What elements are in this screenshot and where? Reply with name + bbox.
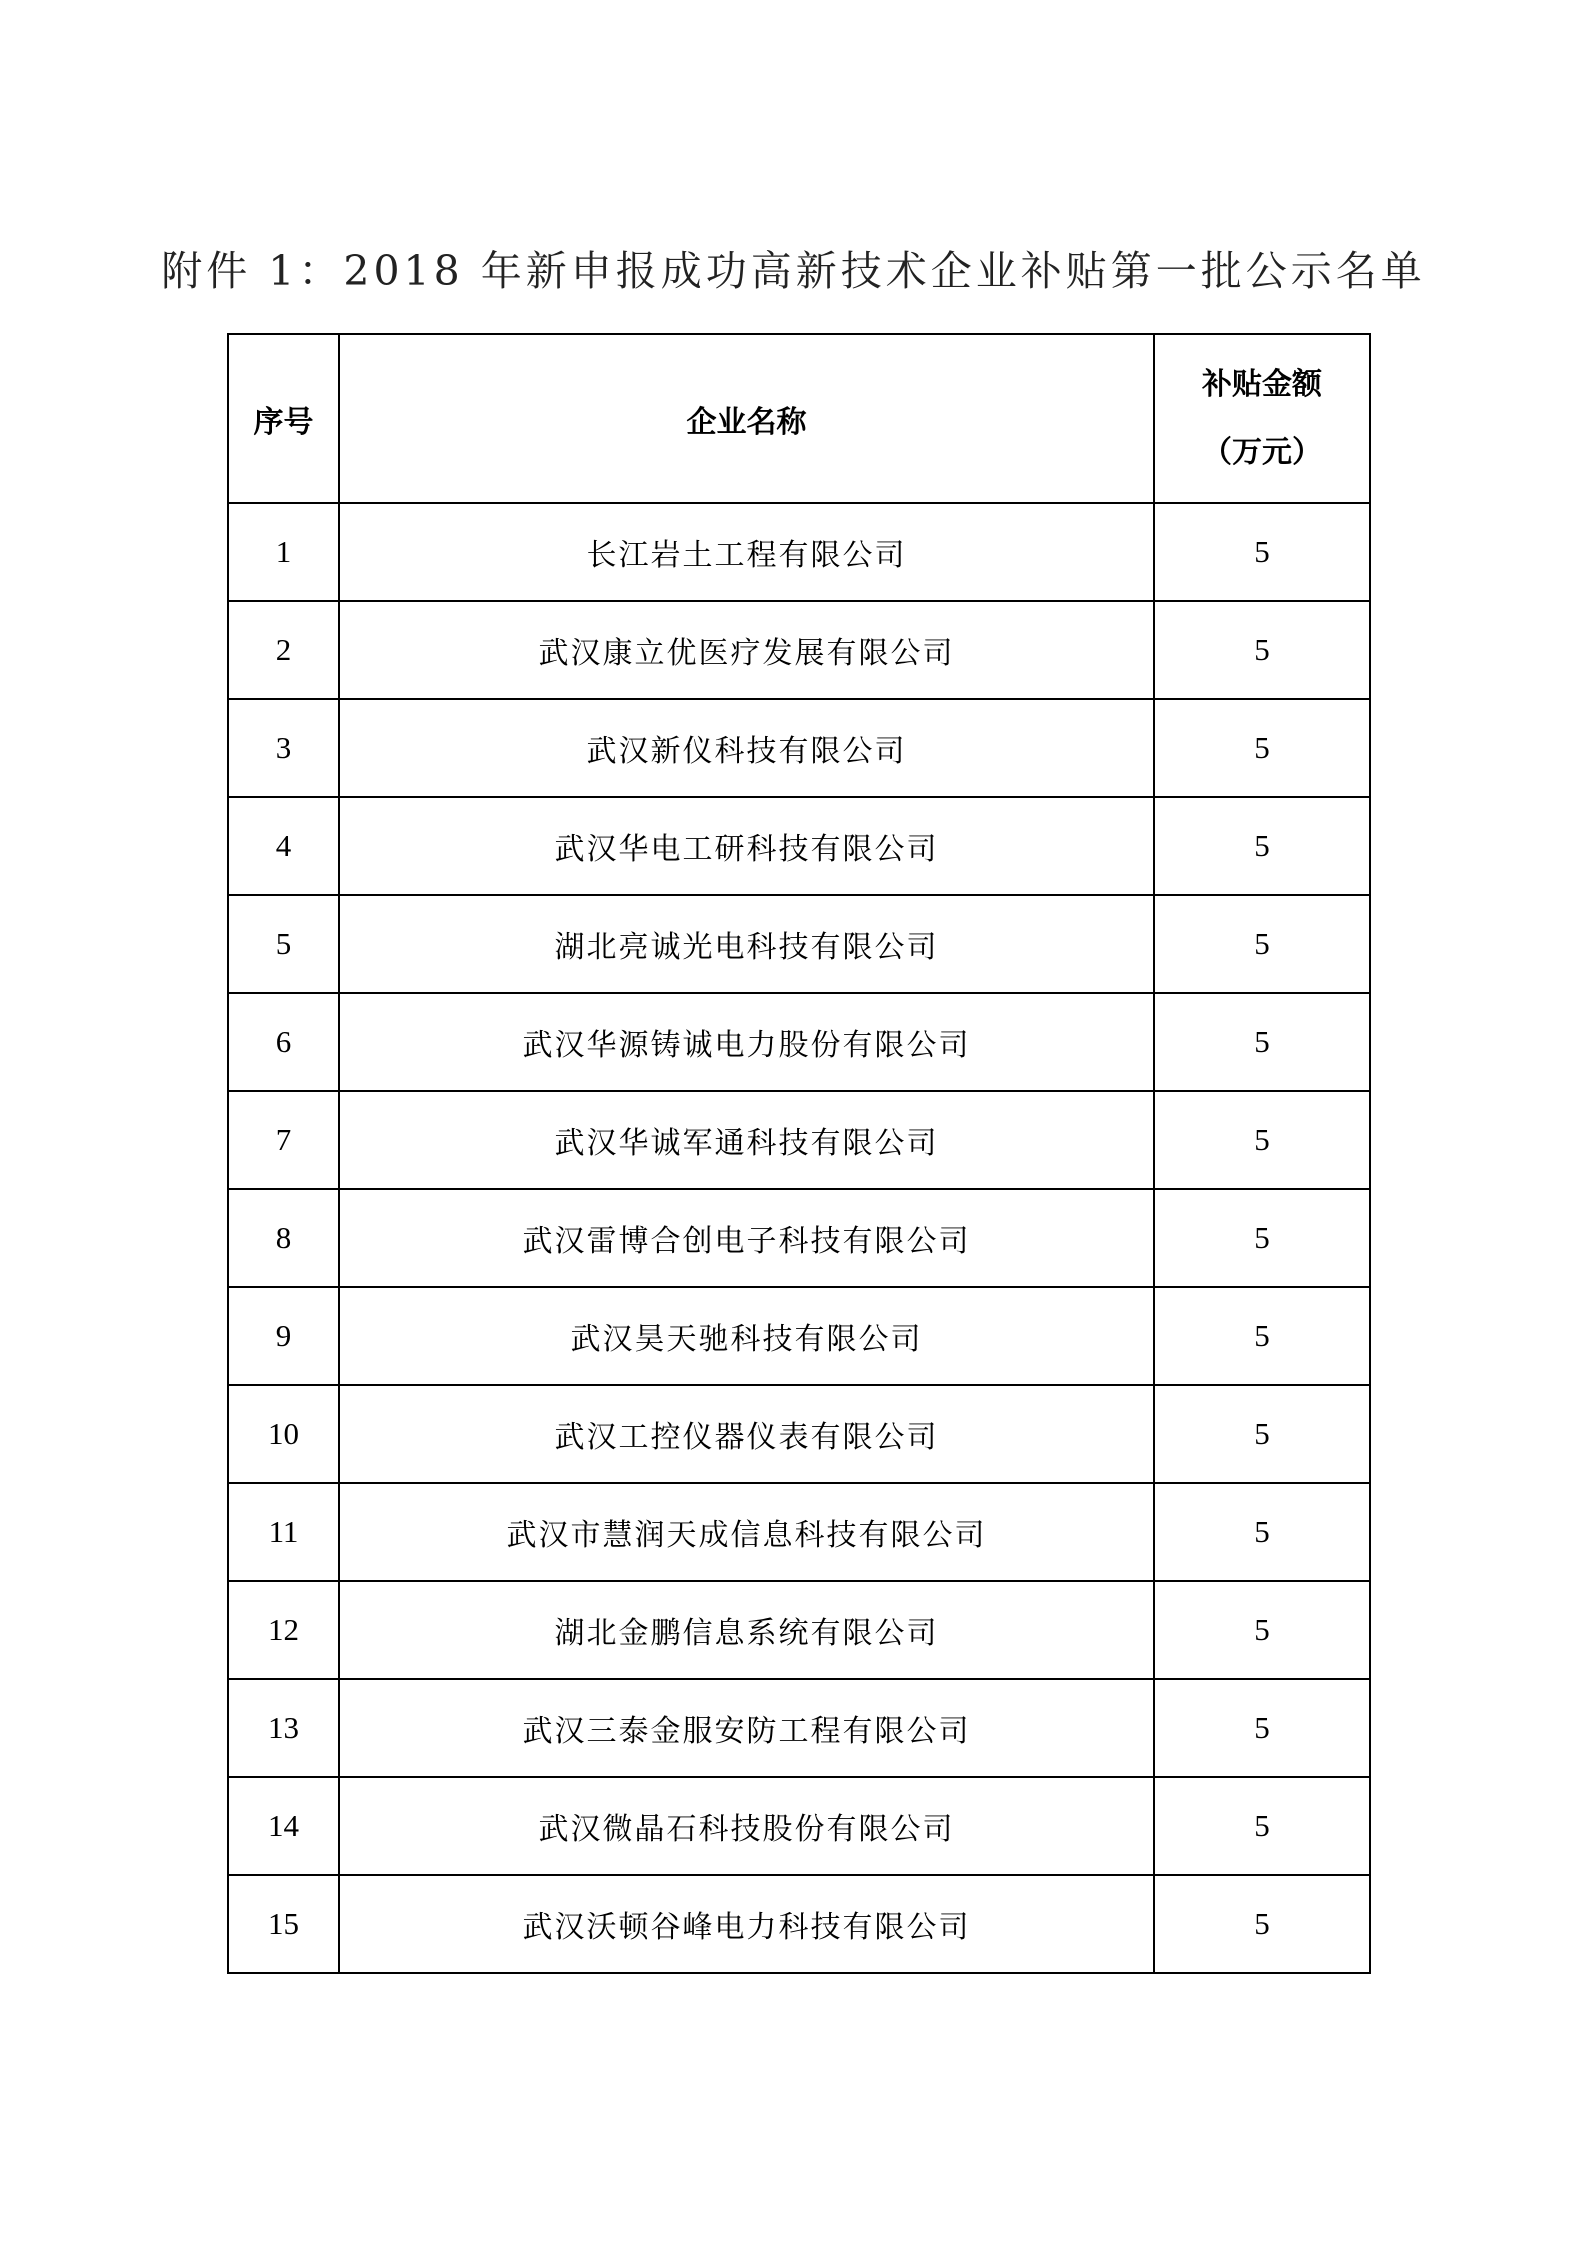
row-serial-number: 13 [228, 1679, 339, 1777]
table-row [228, 895, 1370, 993]
table-row [228, 1777, 1370, 1875]
row-company-name: 武汉康立优医疗发展有限公司 [339, 601, 1154, 699]
row-subsidy-amount: 5 [1154, 601, 1370, 699]
table-row [228, 1875, 1370, 1973]
header-amount-unit: （万元） [1202, 434, 1322, 470]
row-subsidy-amount: 5 [1154, 1581, 1370, 1679]
row-subsidy-amount: 5 [1154, 1777, 1370, 1875]
row-serial-number: 6 [228, 993, 339, 1091]
row-company-name: 长江岩土工程有限公司 [339, 503, 1154, 601]
table-row [228, 1189, 1370, 1287]
row-subsidy-amount: 5 [1154, 1875, 1370, 1973]
row-company-name: 武汉昊天驰科技有限公司 [339, 1287, 1154, 1385]
row-serial-number: 5 [228, 895, 339, 993]
table-row [228, 1581, 1370, 1679]
row-serial-number: 14 [228, 1777, 339, 1875]
row-subsidy-amount: 5 [1154, 1483, 1370, 1581]
table-row [228, 1091, 1370, 1189]
row-subsidy-amount: 5 [1154, 1091, 1370, 1189]
table-header-row [228, 334, 1370, 503]
row-serial-number: 2 [228, 601, 339, 699]
table-row [228, 993, 1370, 1091]
table-row [228, 1385, 1370, 1483]
row-subsidy-amount: 5 [1154, 699, 1370, 797]
row-serial-number: 15 [228, 1875, 339, 1973]
row-serial-number: 10 [228, 1385, 339, 1483]
header-company-name: 企业名称 [339, 334, 1154, 503]
row-company-name: 武汉华电工研科技有限公司 [339, 797, 1154, 895]
row-serial-number: 12 [228, 1581, 339, 1679]
row-serial-number: 9 [228, 1287, 339, 1385]
row-company-name: 武汉沃顿谷峰电力科技有限公司 [339, 1875, 1154, 1973]
row-company-name: 武汉华源铸诚电力股份有限公司 [339, 993, 1154, 1091]
header-subsidy-amount [1154, 334, 1370, 503]
row-company-name: 武汉微晶石科技股份有限公司 [339, 1777, 1154, 1875]
row-company-name: 武汉三泰金服安防工程有限公司 [339, 1679, 1154, 1777]
row-company-name: 武汉华诚军通科技有限公司 [339, 1091, 1154, 1189]
row-serial-number: 1 [228, 503, 339, 601]
row-serial-number: 8 [228, 1189, 339, 1287]
document-title: 附件 1：2018 年新申报成功高新技术企业补贴第一批公示名单 [161, 247, 1426, 295]
table-row [228, 601, 1370, 699]
row-company-name: 湖北亮诚光电科技有限公司 [339, 895, 1154, 993]
row-subsidy-amount: 5 [1154, 993, 1370, 1091]
row-subsidy-amount: 5 [1154, 1679, 1370, 1777]
row-company-name: 武汉新仪科技有限公司 [339, 699, 1154, 797]
subsidy-table [227, 333, 1371, 1974]
header-amount-label: 补贴金额 [1202, 366, 1322, 402]
table-row [228, 1483, 1370, 1581]
table-row [228, 1679, 1370, 1777]
table-row [228, 503, 1370, 601]
row-serial-number: 7 [228, 1091, 339, 1189]
row-subsidy-amount: 5 [1154, 1287, 1370, 1385]
row-company-name: 武汉市慧润天成信息科技有限公司 [339, 1483, 1154, 1581]
row-serial-number: 11 [228, 1483, 339, 1581]
row-subsidy-amount: 5 [1154, 797, 1370, 895]
row-company-name: 湖北金鹏信息系统有限公司 [339, 1581, 1154, 1679]
table-row [228, 797, 1370, 895]
row-serial-number: 3 [228, 699, 339, 797]
row-subsidy-amount: 5 [1154, 895, 1370, 993]
row-subsidy-amount: 5 [1154, 1189, 1370, 1287]
row-subsidy-amount: 5 [1154, 1385, 1370, 1483]
table-row [228, 699, 1370, 797]
row-company-name: 武汉雷博合创电子科技有限公司 [339, 1189, 1154, 1287]
header-serial-number: 序号 [228, 334, 339, 503]
row-subsidy-amount: 5 [1154, 503, 1370, 601]
row-company-name: 武汉工控仪器仪表有限公司 [339, 1385, 1154, 1483]
table-row [228, 1287, 1370, 1385]
row-serial-number: 4 [228, 797, 339, 895]
